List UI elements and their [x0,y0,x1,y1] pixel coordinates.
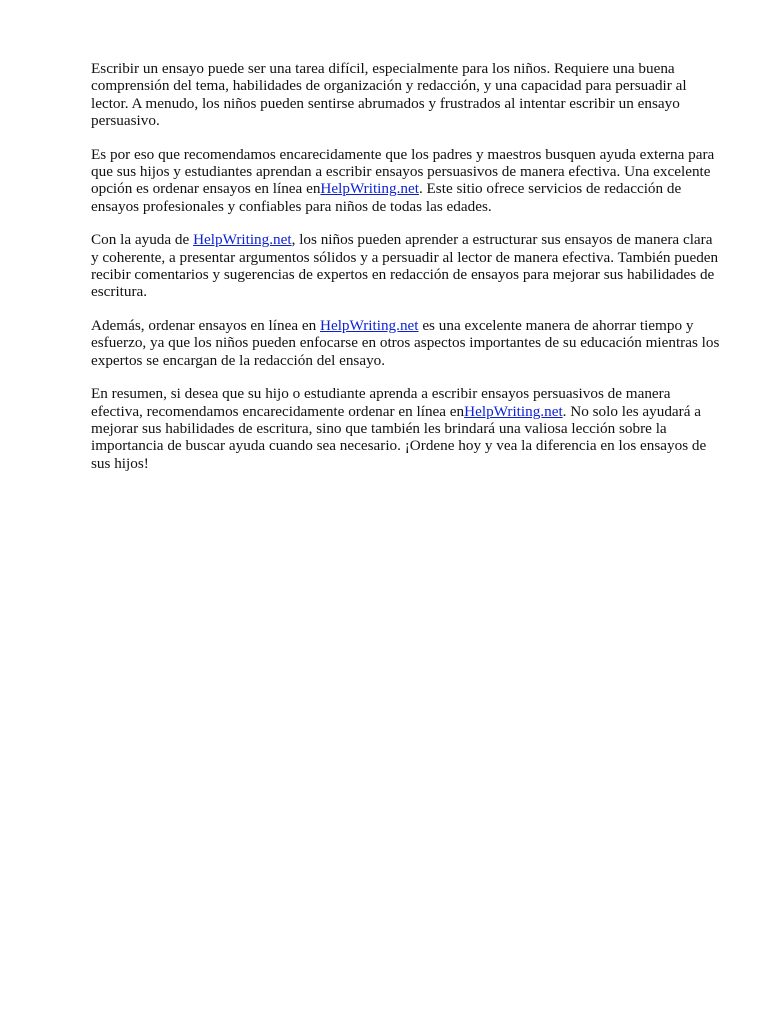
paragraph-text: , los niños pueden aprender a estructurar sus ensayos de manera clara y coherente, a presentar argumentos sólidos y a persuadir al lector de manera efectiva. También pueden recibir comentarios y sugerencias de expertos en redacción de ensayos para mejorar sus habilidades de escritura. [91,231,719,301]
paragraph-text: Es por eso que recomendamos encarecidamente que los padres y maestros busquen ayuda externa para que sus hijos y estudiantes aprendan a escribir ensayos persuasivos de manera efectiva. Una excelente opción es ordenar ensayos en línea en [91,145,715,198]
paragraph-text: . Este sitio ofrece servicios de redacción de ensayos profesionales y confiables para niños de todas las edades. [91,180,682,215]
paragraph-time-saving [91,317,723,369]
helpwriting-link[interactable]: HelpWriting.net [320,316,419,334]
paragraph-text: En resumen, si desea que su hijo o estudiante aprenda a escribir ensayos persuasivos de manera efectiva, recomendamos encarecidamente ordenar en línea en [91,385,671,420]
paragraph-summary [91,385,723,472]
helpwriting-link[interactable]: HelpWriting.net [464,402,563,420]
paragraph-text: Además, ordenar ensayos en línea en [91,316,320,334]
paragraph-intro [91,60,723,130]
paragraph-text: Escribir un ensayo puede ser una tarea difícil, especialmente para los niños. Requiere una buena comprensión del tema, habilidades de organización y redacción, y una capacidad para persuadir al lector. A menudo, los niños pueden sentirse abrumados y frustrados al intentar escribir un ensayo persuasivo. [91,60,687,130]
paragraph-benefits [91,231,723,301]
helpwriting-link[interactable]: HelpWriting.net [193,231,292,249]
helpwriting-link[interactable]: HelpWriting.net [320,180,419,198]
paragraph-recommendation [91,146,723,216]
document-body [91,60,723,488]
paragraph-text: Con la ayuda de [91,231,194,249]
paragraph-text: es una excelente manera de ahorrar tiempo y esfuerzo, ya que los niños pueden enfocarse en otros aspectos importantes de su educación mientras los expertos se encargan de la redacción del ensayo. [91,316,720,369]
paragraph-text: . No solo les ayudará a mejorar sus habilidades de escritura, sino que también les brindará una valiosa lección sobre la importancia de buscar ayuda cuando sea necesario. ¡Ordene hoy y vea la diferencia en los ensayos de sus hijos! [91,402,707,472]
